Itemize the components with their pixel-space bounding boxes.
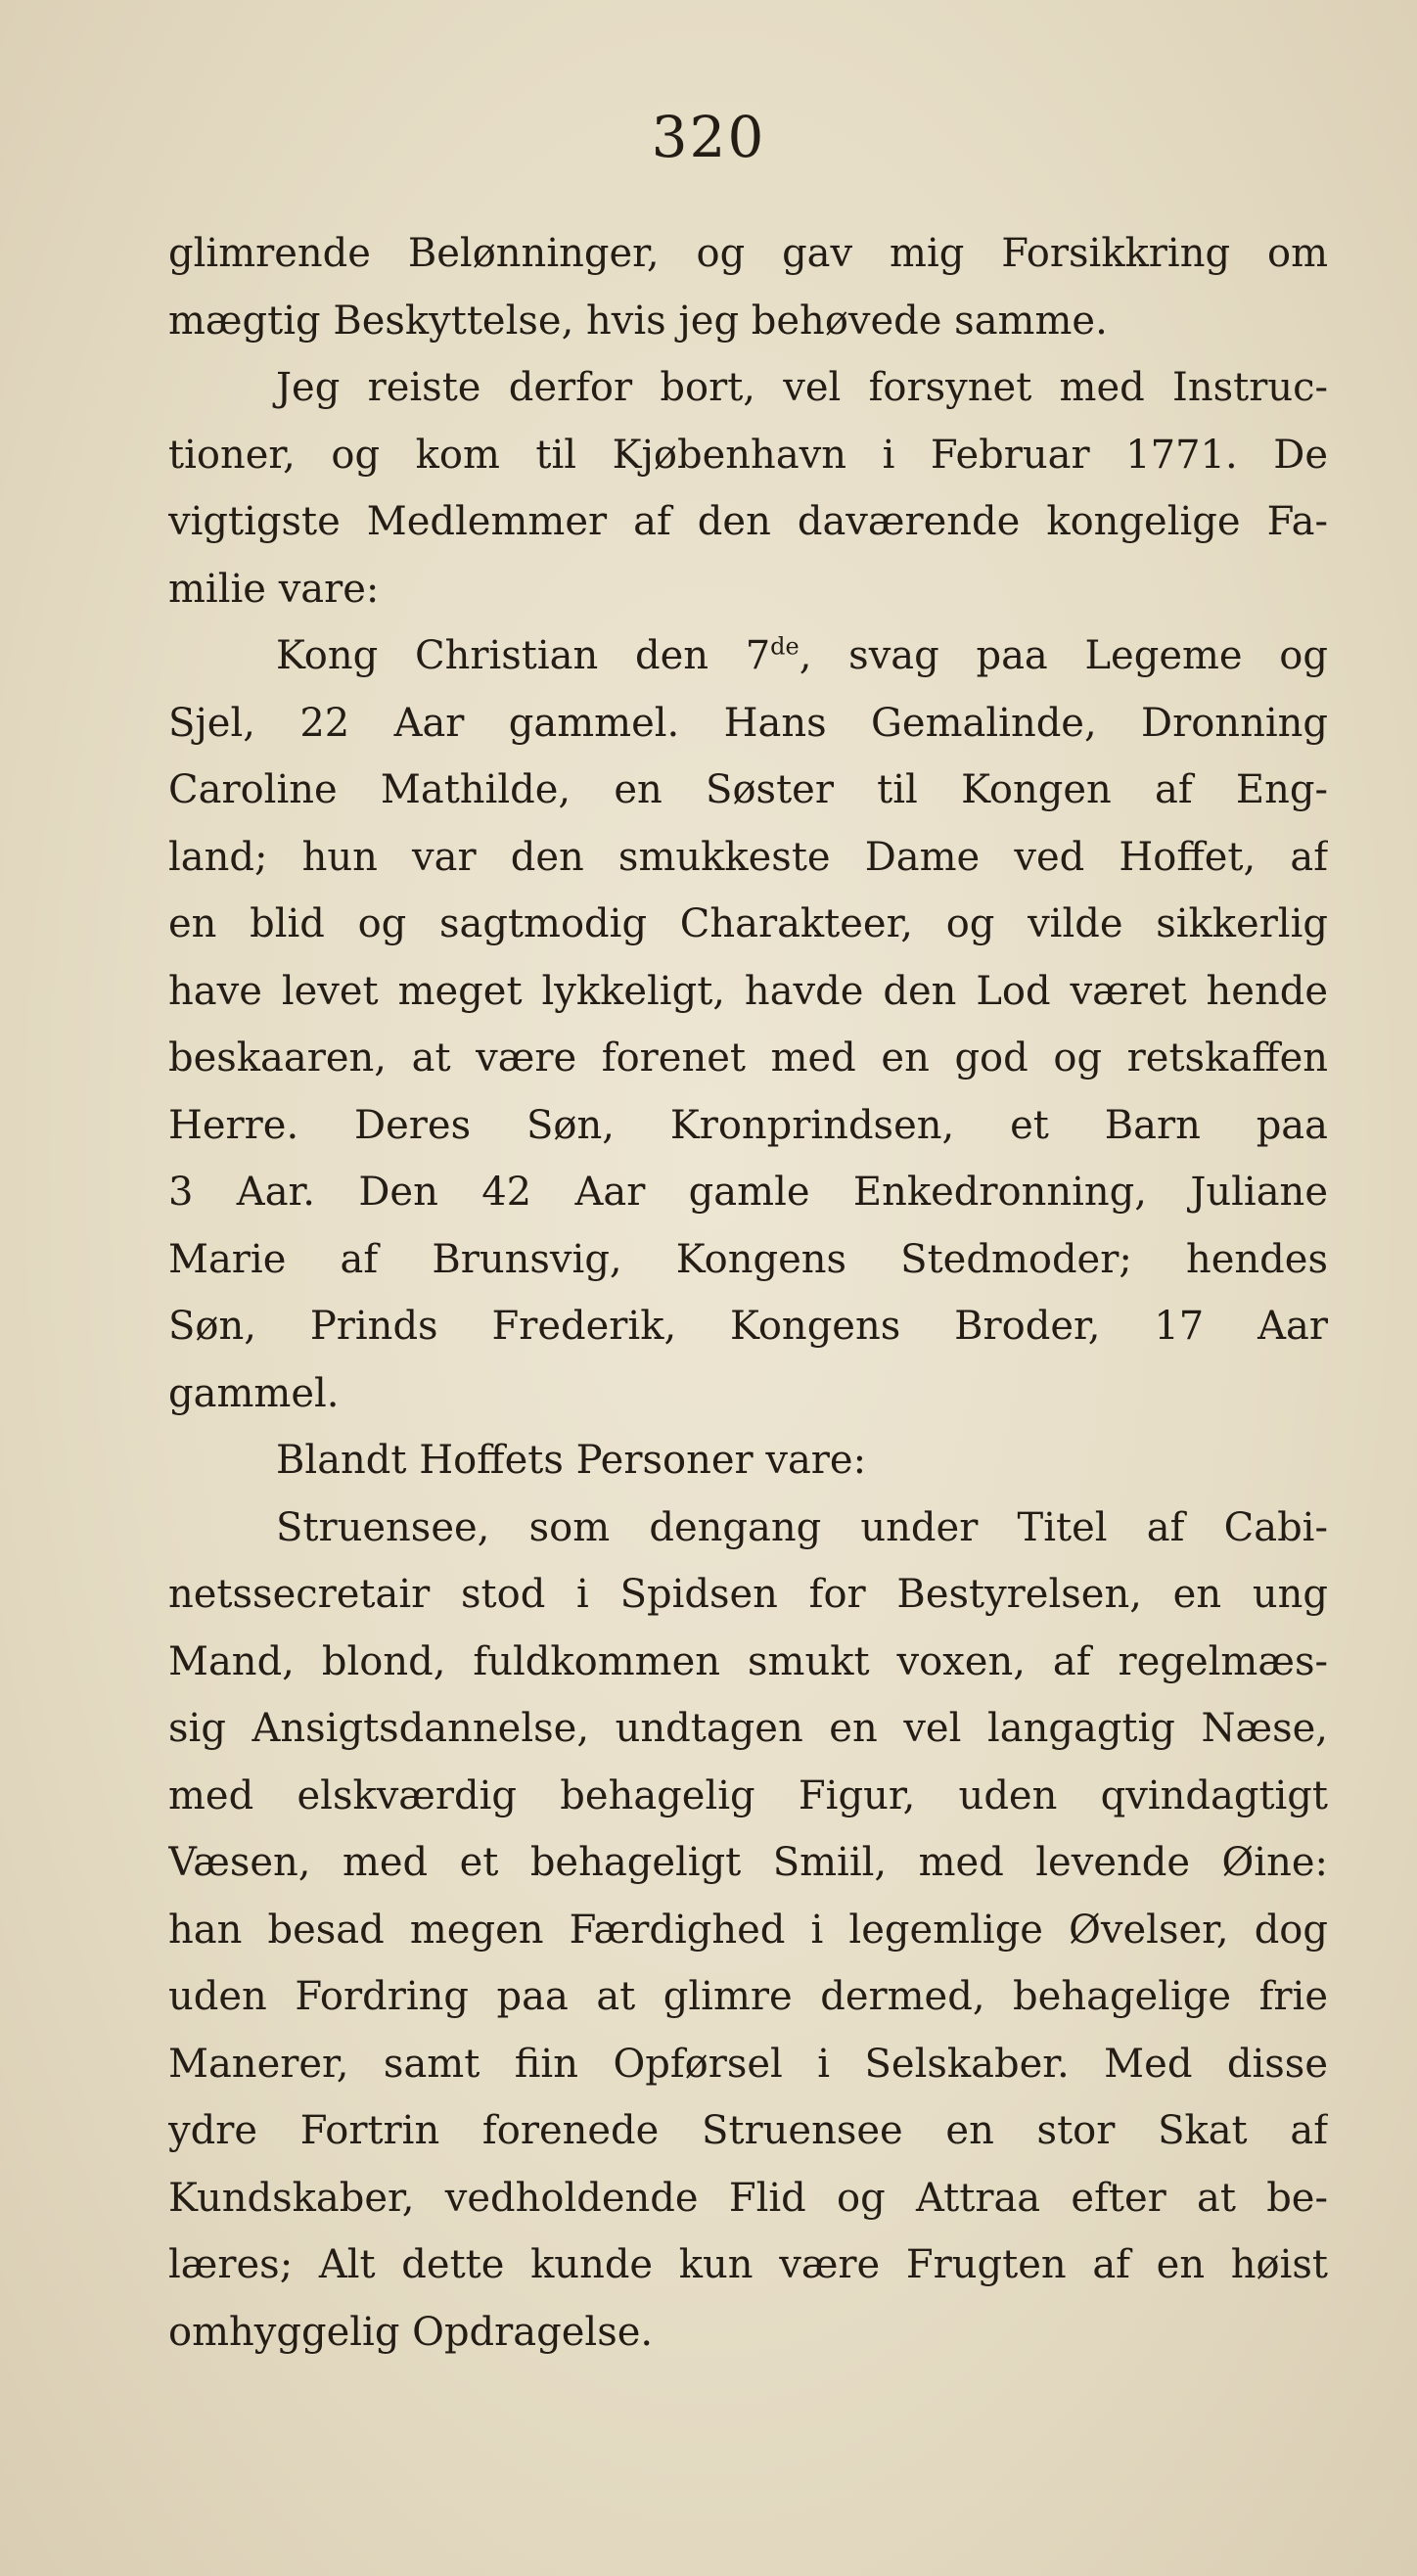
text-line: Søn, Prinds Frederik, Kongens Broder, 17 Aar xyxy=(168,1304,1328,1349)
text-line: have levet meget lykkeligt, havde den Lod været hende xyxy=(168,968,1328,1014)
text-line: uden Fordring paa at glimre dermed, behagelige frie xyxy=(168,1974,1328,2019)
text-line: Jeg reiste derfor bort, vel forsynet med Instruc- xyxy=(276,365,1328,410)
king-pre: Kong Christian den 7 xyxy=(276,633,771,678)
body-text xyxy=(168,220,1328,2366)
king-post: , svag paa Legeme og xyxy=(799,633,1328,678)
text-line: Herre. Deres Søn, Kronprindsen, et Barn paa xyxy=(168,1102,1328,1148)
text-line: Caroline Mathilde, en Søster til Kongen af Eng- xyxy=(168,767,1328,812)
text-line: tioner, og kom til Kjøbenhavn i Februar 1771. De xyxy=(168,432,1328,478)
text-line: læres; Alt dette kunde kun være Frugten af en høist xyxy=(168,2242,1328,2287)
text-line: beskaaren, at være forenet med en god og retskaffen xyxy=(168,1035,1328,1081)
text-line: land; hun var den smukkeste Dame ved Hoffet, af xyxy=(168,834,1328,880)
text-line: en blid og sagtmodig Charakteer, og vilde sikkerlig xyxy=(168,901,1328,946)
text-line: han besad megen Færdighed i legemlige Øvelser, dog xyxy=(168,1907,1328,1953)
text-line: mægtig Beskyttelse, hvis jeg behøvede samme. xyxy=(168,298,1108,344)
text-line: Mand, blond, fuldkommen smukt voxen, af regelmæs- xyxy=(168,1638,1328,1684)
text-line: Marie af Brunsvig, Kongens Stedmoder; hendes xyxy=(168,1236,1328,1282)
king-sup: de xyxy=(770,632,800,661)
text-line: ydre Fortrin forenede Struensee en stor Skat af xyxy=(168,2108,1328,2153)
text-line: Blandt Hoffets Personer vare: xyxy=(276,1438,867,1483)
text-line: Manerer, samt fiin Opførsel i Selskaber. Med disse xyxy=(168,2041,1328,2087)
text-line: vigtigste Medlemmer af den daværende kongelige Fa- xyxy=(168,499,1328,544)
text-line: gammel. xyxy=(168,1370,340,1416)
text-line: Struensee, som dengang under Titel af Cabi- xyxy=(276,1504,1328,1550)
text-line: milie vare: xyxy=(168,566,380,612)
text-line: sig Ansigtsdannelse, undtagen en vel langagtig Næse, xyxy=(168,1706,1328,1751)
text-line: netssecretair stod i Spidsen for Bestyrelsen, en ung xyxy=(168,1572,1328,1617)
text-line: omhyggelig Opdragelse. xyxy=(168,2309,654,2355)
text-line: med elskværdig behagelig Figur, uden qvindagtigt xyxy=(168,1772,1328,1818)
text-line: glimrende Belønninger, og gav mig Forsikkring om xyxy=(168,231,1328,276)
text-line: Væsen, med et behageligt Smiil, med levende Øine: xyxy=(168,1840,1328,1885)
text-line-king xyxy=(168,622,1328,690)
page-number: 320 xyxy=(651,104,766,170)
text-line: Kundskaber, vedholdende Flid og Attraa efter at be- xyxy=(168,2175,1328,2221)
text-line: 3 Aar. Den 42 Aar gamle Enkedronning, Juliane xyxy=(168,1170,1328,1215)
text-line: Sjel, 22 Aar gammel. Hans Gemalinde, Dronning xyxy=(168,700,1328,746)
